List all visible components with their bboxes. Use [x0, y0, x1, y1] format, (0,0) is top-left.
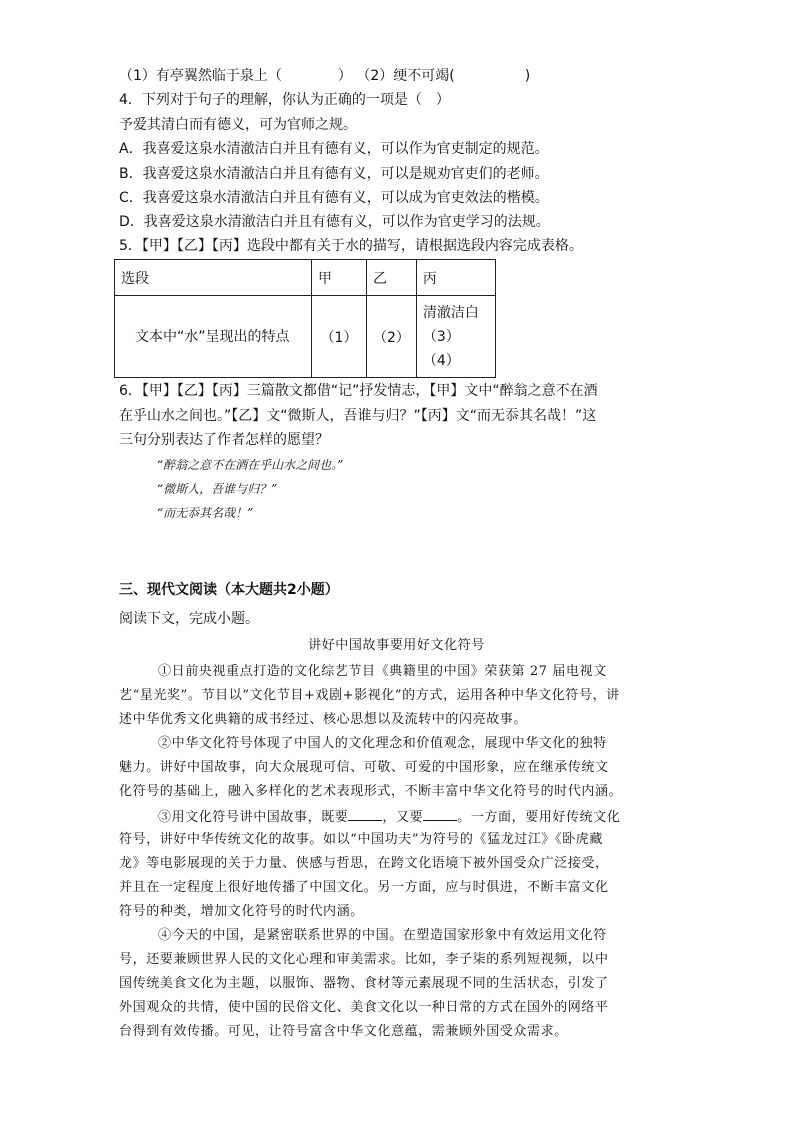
paragraph-3-line-1 — [158, 806, 620, 828]
paragraph-2-line-2: 魅力。讲好中国故事，向大众展现可信、可敬、可爱的中国形象，应在继承传统文 — [119, 760, 609, 775]
q4-option-d[interactable]: D．我喜爱这泉水清澈洁白并且有德有义，可以作为官吏学习的法规。 — [119, 214, 550, 230]
paragraph-3-line-4: 并且在一定程度上很好地传播了中国文化。另一方面，应与时俱进，不断丰富文化 — [119, 880, 609, 895]
blank-2[interactable] — [423, 806, 457, 821]
table-header-jia: 甲 — [312, 260, 367, 296]
paragraph-4-line-1: ④今天的中国，是紧密联系世界的中国。在塑造国家形象中有效运用文化符 — [158, 928, 607, 943]
q3-items: （1）有亭翼然临于泉上（ ） （2）绠不可竭( ) — [119, 68, 531, 84]
q6-line-3: 三句分别表达了作者怎样的愿望？ — [119, 432, 329, 448]
paragraph-4-line-3: 国传统美食文化为主题，以服饰、器物、食材等元素展现不同的生活状态，引发了 — [119, 976, 609, 991]
paragraph-2-line-1: ②中华文化符号体现了中国人的文化理念和价值观念，展现中华文化的独特 — [158, 736, 607, 751]
table-cell-yi[interactable]: （2） — [367, 296, 417, 378]
paragraph-3-line-2: 符号，讲好中华传统文化的故事。如以“中国功夫”为符号的《猛龙过江》《卧虎藏 — [119, 832, 603, 847]
paragraph-2-line-3: 化符号的基础上，融入多样化的艺术表现形式，不断丰富中华文化符号的时代内涵。 — [119, 784, 623, 799]
paragraph-3-line-3: 龙》等电影展现的关于力量、侠感与哲思，在跨文化语境下被外国受众广泛接受， — [119, 856, 609, 871]
q4-option-c[interactable]: C．我喜爱这泉水清澈洁白并且有德有义，可以成为官吏效法的楷模。 — [119, 190, 549, 206]
quote-2: “微斯人，吾谁与归？” — [157, 482, 278, 496]
q4-sentence: 予爱其清白而有德义，可为官师之规。 — [119, 117, 357, 133]
table-cell-bing-text: 清澈洁白 — [422, 304, 479, 321]
table-header-bing: 丙 — [416, 260, 495, 296]
q6-line-2: 在乎山水之间也。”【乙】文“微斯人，吾谁与归？”【丙】文“而无忝其名哉！”这 — [119, 408, 597, 424]
table-header-yi: 乙 — [367, 260, 417, 296]
blank-1[interactable] — [348, 806, 382, 821]
section-title: 三、现代文阅读（本大题共2小题） — [119, 582, 339, 598]
paragraph-1-line-3: 述中华优秀文化典籍的成书经过、核心思想以及流转中的闪亮故事。 — [119, 712, 528, 727]
article-title: 讲好中国故事要用好文化符号 — [308, 638, 485, 653]
table-cell-bing[interactable] — [416, 296, 495, 378]
paragraph-3-line-5: 符号的种类，增加文化符号的时代内涵。 — [119, 904, 364, 919]
paragraph-4-line-4: 外国观众的共情，使中国的民俗文化、美食文化以一种日常的方式在国外的网络平 — [119, 1000, 609, 1015]
paragraph-4-line-2: 号，还要兼顾世界人民的文化心理和审美需求。比如，李子柒的系列短视频，以中 — [119, 952, 609, 967]
q5-table — [114, 259, 496, 378]
table-cell-jia[interactable]: （1） — [312, 296, 367, 378]
table-cell-bing-blank-4[interactable]: （4） — [422, 352, 460, 369]
quote-3: “而无忝其名哉！” — [157, 506, 254, 520]
q4-option-b[interactable]: B．我喜爱这泉水清澈洁白并且有德有义，可以是规劝官吏们的老师。 — [119, 166, 549, 182]
paragraph-4-line-5: 台得到有效传播。可见，让符号富含中华文化意蕴，需兼顾外国受众需求。 — [119, 1024, 568, 1039]
table-row-label: 文本中“水”呈现出的特点 — [115, 296, 312, 378]
q4-stem: 4．下列对于句子的理解，你认为正确的一项是（ ） — [119, 92, 450, 108]
paragraph-3-text-b: ，又要 — [382, 810, 424, 825]
quote-1: “醉翁之意不在酒在乎山水之间也。” — [157, 458, 344, 472]
paragraph-3-text-c: 。一方面，要用好传统文化 — [457, 810, 621, 825]
paragraph-1-line-2: 艺“星光奖”。节目以“文化节目+戏剧+影视化”的方式，运用各种中华文化符号，讲 — [119, 688, 620, 703]
paragraph-1-line-1: ①日前央视重点打造的文化综艺节目《典籍里的中国》荣获第 27 届电视文 — [158, 664, 607, 679]
q6-line-1: 6．【甲】【乙】【丙】三篇散文都借“记”抒发情志，【甲】文中“醉翁之意不在酒 — [119, 383, 598, 399]
q5-stem: 5．【甲】【乙】【丙】选段中都有关于水的描写，请根据选段内容完成表格。 — [119, 238, 583, 254]
paragraph-3-text-a: ③用文化符号讲中国故事，既要 — [158, 810, 349, 825]
table-header-section: 选段 — [115, 260, 312, 296]
reading-instruction: 阅读下文，完成小题。 — [119, 611, 259, 627]
q4-option-a[interactable]: A．我喜爱这泉水清澈洁白并且有德有义，可以作为官吏制定的规范。 — [119, 141, 549, 157]
table-cell-bing-blank-3[interactable]: （3） — [422, 328, 460, 345]
